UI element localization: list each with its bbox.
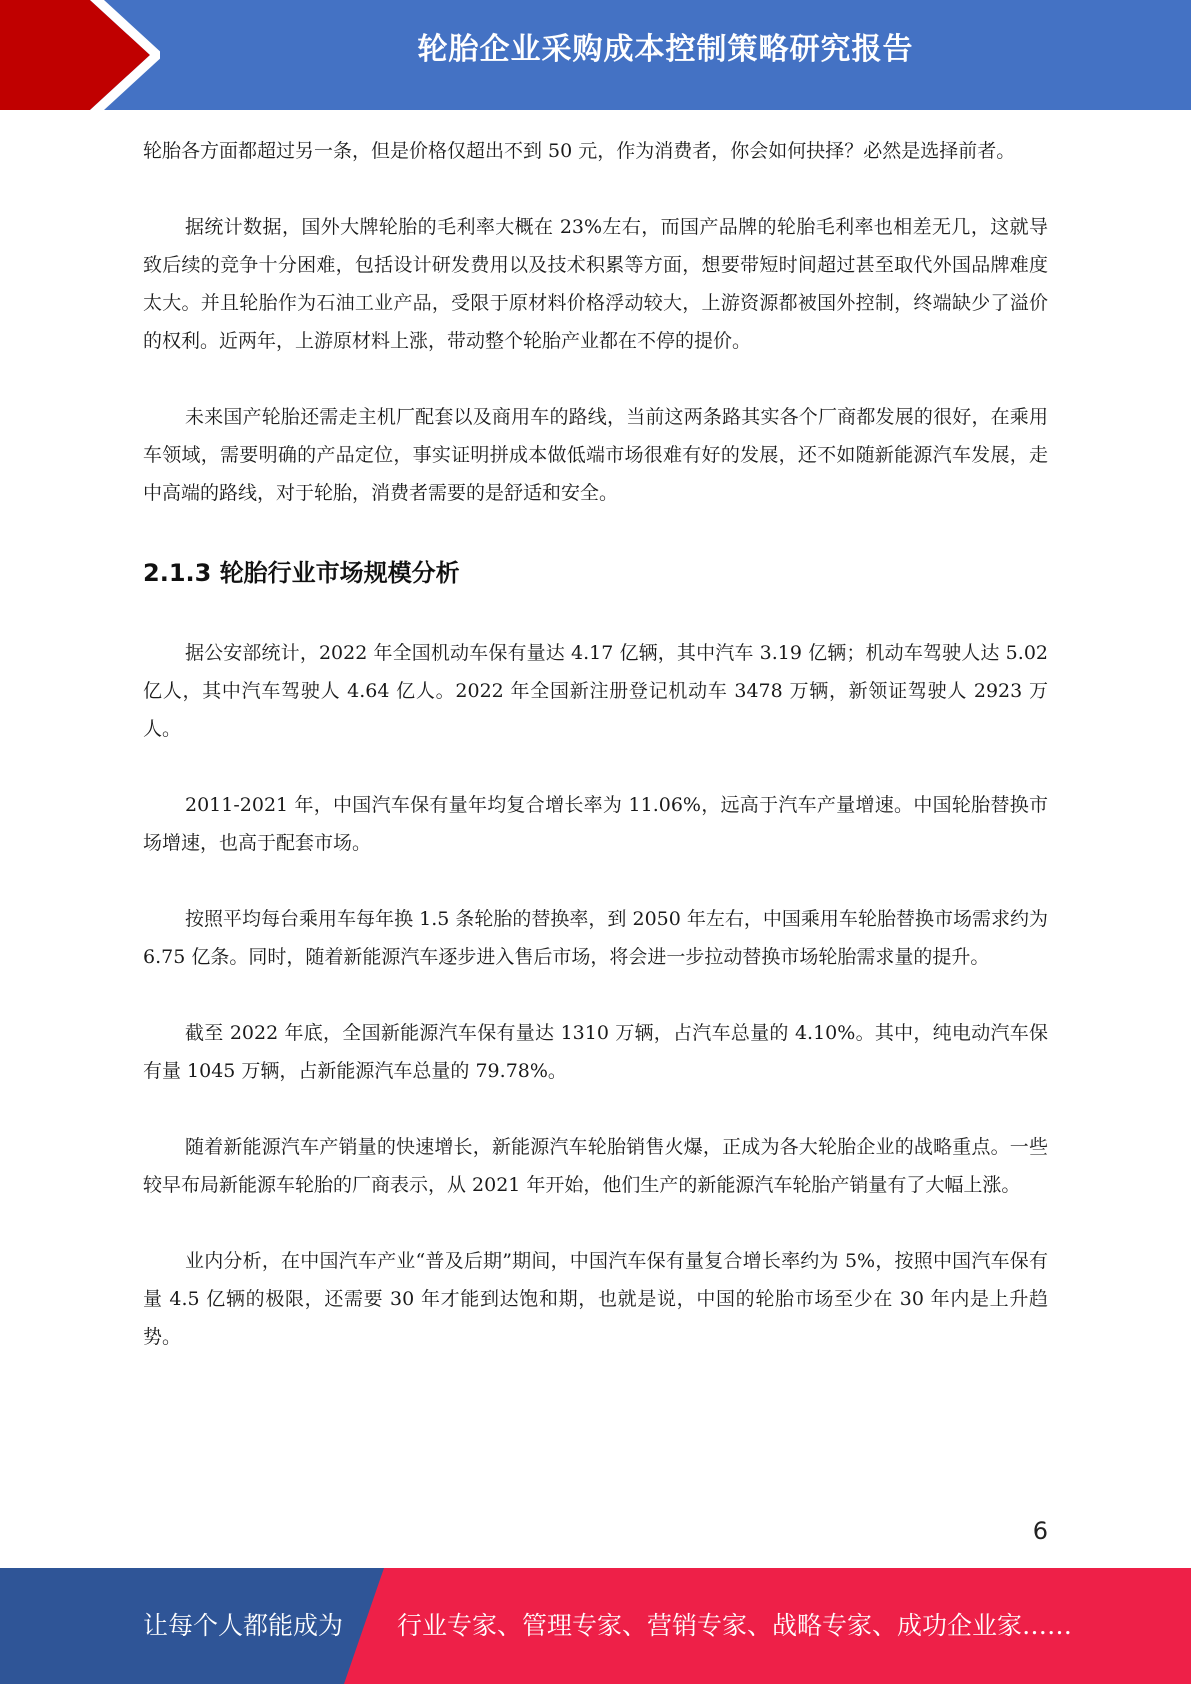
paragraph: 2011-2021 年，中国汽车保有量年均复合增长率为 11.06%，远高于汽车产量增速。中国轮胎替换市场增速，也高于配套市场。	[143, 794, 1048, 854]
paragraph: 未来国产轮胎还需走主机厂配套以及商用车的路线，当前这两条路其实各个厂商都发展的很好，在乘用车领域，需要明确的产品定位，事实证明拼成本做低端市场很难有好的发展，还不如随新能源汽车发展，走中高端的路线，对于轮胎，消费者需要的是舒适和安全。	[143, 406, 1048, 504]
paragraph: 截至 2022 年底，全国新能源汽车保有量达 1310 万辆，占汽车总量的 4.10%。其中，纯电动汽车保有量 1045 万辆，占新能源汽车总量的 79.78%。	[143, 1022, 1048, 1082]
page-number: 6	[1032, 1517, 1048, 1545]
page-header	[0, 0, 1191, 110]
footer-slogan-left: 让每个人都能成为	[143, 1611, 344, 1640]
page-content	[143, 132, 1048, 1356]
footer-slogan-right: 行业专家、管理专家、营销专家、战略专家、成功企业家……	[397, 1611, 1073, 1640]
header-arrow-decoration	[0, 0, 160, 110]
page-footer	[0, 1568, 1191, 1684]
paragraph: 据公安部统计，2022 年全国机动车保有量达 4.17 亿辆，其中汽车 3.19 亿辆；机动车驾驶人达 5.02 亿人，其中汽车驾驶人 4.64 亿人。2022 年全国新注册登记机动车 3478 万辆，新领证驾驶人 2923 万人。	[143, 642, 1048, 740]
paragraph: 业内分析，在中国汽车产业“普及后期”期间，中国汽车保有量复合增长率约为 5%，按照中国汽车保有量 4.5 亿辆的极限，还需要 30 年才能到达饱和期，也就是说，中国的轮胎市场至少在 30 年内是上升趋势。	[143, 1250, 1048, 1348]
paragraph: 据统计数据，国外大牌轮胎的毛利率大概在 23%左右，而国产品牌的轮胎毛利率也相差无几，这就导致后续的竞争十分困难，包括设计研发费用以及技术积累等方面，想要带短时间超过甚至取代外国品牌难度太大。并且轮胎作为石油工业产品，受限于原材料价格浮动较大，上游资源都被国外控制，终端缺少了溢价的权利。近两年，上游原材料上涨，带动整个轮胎产业都在不停的提价。	[143, 216, 1048, 352]
report-title: 轮胎企业采购成本控制策略研究报告	[417, 32, 914, 67]
paragraph: 按照平均每台乘用车每年换 1.5 条轮胎的替换率，到 2050 年左右，中国乘用车轮胎替换市场需求约为 6.75 亿条。同时，随着新能源汽车逐步进入售后市场，将会进一步拉动替换市场轮胎需求量的提升。	[143, 908, 1048, 968]
paragraph: 轮胎各方面都超过另一条，但是价格仅超出不到 50 元，作为消费者，你会如何抉择？必然是选择前者。	[143, 140, 1016, 162]
section-heading: 2.1.3 轮胎行业市场规模分析	[143, 559, 460, 587]
paragraph: 随着新能源汽车产销量的快速增长，新能源汽车轮胎销售火爆，正成为各大轮胎企业的战略重点。一些较早布局新能源车轮胎的厂商表示，从 2021 年开始，他们生产的新能源汽车轮胎产销量有了大幅上涨。	[143, 1136, 1048, 1196]
